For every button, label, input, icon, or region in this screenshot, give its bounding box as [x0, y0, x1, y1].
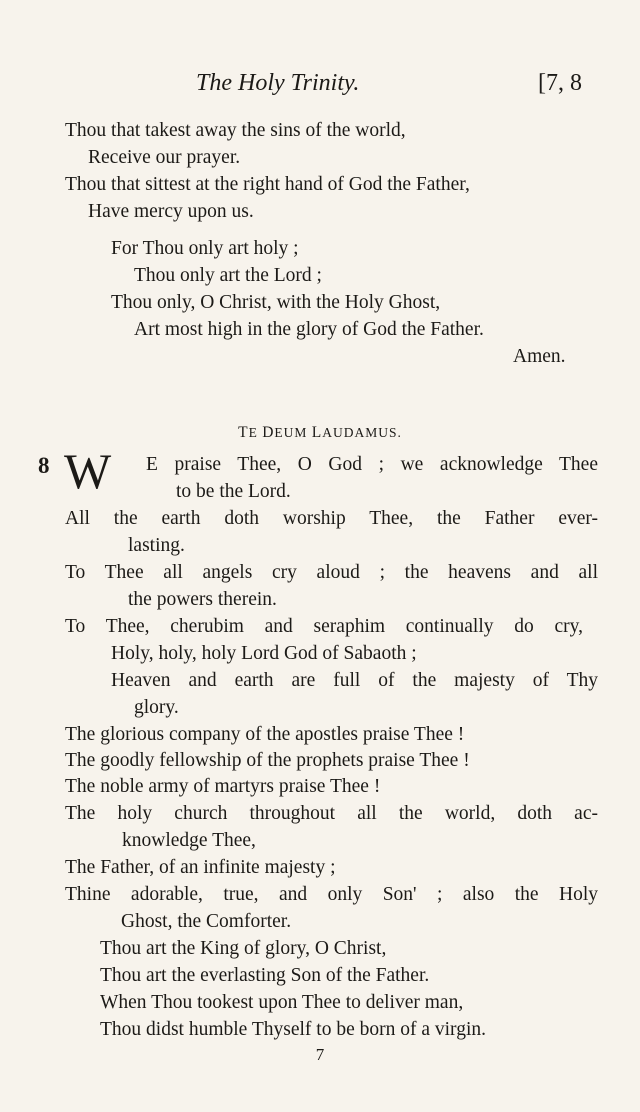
text-line: Thou art the everlasting Son of the Father. [100, 965, 430, 986]
running-header-title: The Holy Trinity. [196, 70, 360, 96]
text-line: Thine adorable, true, and only Son' ; also the Holy [65, 884, 598, 905]
text-line: Thou art the King of glory, O Christ, [100, 938, 387, 959]
section-title: TE DEUM LAUDAMUS. [238, 424, 402, 441]
text-line: Holy, holy, holy Lord God of Sabaoth ; [111, 643, 417, 664]
text-line: When Thou tookest upon Thee to deliver man, [100, 992, 464, 1013]
text-line: The goodly fellowship of the prophets praise Thee ! [65, 750, 470, 771]
running-header-hymn-numbers: [7, 8 [538, 70, 582, 96]
text-line: Thou didst humble Thyself to be born of a virgin. [100, 1019, 486, 1040]
text-line: lasting. [128, 535, 185, 556]
text-line: Have mercy upon us. [88, 201, 254, 222]
text-line: Art most high in the glory of God the Father. [134, 319, 484, 340]
text-line: Ghost, the Comforter. [121, 911, 292, 932]
text-line: glory. [134, 697, 179, 718]
text-line: to be the Lord. [176, 481, 291, 502]
hymn-number: 8 [38, 453, 50, 478]
text-line: Receive our prayer. [88, 147, 241, 168]
text-line: All the earth doth worship Thee, the Father ever- [65, 508, 598, 529]
text-line: Heaven and earth are full of the majesty of Thy [111, 670, 598, 691]
text-line: The holy church throughout all the world, doth ac- [65, 803, 598, 824]
text-line: the powers therein. [128, 589, 277, 610]
text-line: To Thee, cherubim and seraphim continually do cry, [65, 616, 583, 637]
page-number: 7 [315, 1045, 325, 1064]
text-line: Thou that takest away the sins of the world, [65, 120, 406, 141]
text-line: The Father, of an infinite majesty ; [65, 857, 336, 878]
text-line: knowledge Thee, [122, 830, 256, 851]
text-line: Thou only art the Lord ; [134, 265, 322, 286]
text-line: Thou that sittest at the right hand of God the Father, [65, 174, 470, 195]
text-line: E praise Thee, O God ; we acknowledge Thee [146, 454, 598, 475]
text-line: The noble army of martyrs praise Thee ! [65, 776, 381, 797]
text-line: The glorious company of the apostles praise Thee ! [65, 724, 465, 745]
text-line: To Thee all angels cry aloud ; the heavens and all [65, 562, 598, 583]
text-line: For Thou only art holy ; [111, 238, 299, 259]
text-line: Thou only, O Christ, with the Holy Ghost, [111, 292, 441, 313]
drop-cap: W [64, 443, 112, 499]
amen: Amen. [513, 346, 566, 367]
